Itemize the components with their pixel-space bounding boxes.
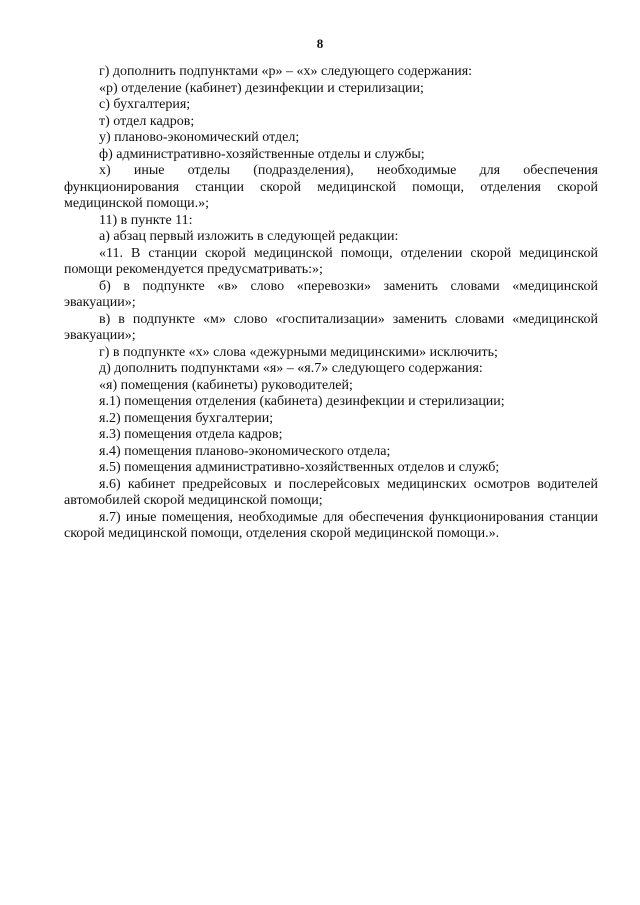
paragraph: «11. В станции скорой медицинской помощи, отделении скорой медицинской помощи рекомендуется предусматривать:»; <box>64 245 598 277</box>
paragraph: у) планово-экономический отдел; <box>99 130 300 145</box>
paragraph: я.2) помещения бухгалтерии; <box>99 410 274 426</box>
paragraph: г) дополнить подпунктами «р» – «х» следующего содержания: <box>99 64 473 79</box>
paragraph: в) в подпункте «м» слово «госпитализации» заменить словами «медицинской эвакуации»; <box>64 311 598 343</box>
paragraph: я.5) помещения административно-хозяйственных отделов и служб; <box>99 460 500 475</box>
paragraph: я.4) помещения планово-экономического отдела; <box>99 443 391 459</box>
paragraph: я.7) иные помещения, необходимые для обеспечения функционирования станции скорой медицинской помощи, отделения скорой медицинской помощи.». <box>64 509 598 541</box>
page-number: 8 <box>316 36 324 51</box>
paragraph: 11) в пункте 11: <box>99 212 193 228</box>
paragraph: ф) административно-хозяйственные отделы и службы; <box>99 146 425 162</box>
document-body <box>64 64 598 543</box>
paragraph: «я) помещения (кабинеты) руководителей; <box>99 377 353 393</box>
paragraph: т) отдел кадров; <box>99 113 195 129</box>
paragraph: д) дополнить подпунктами «я» – «я.7» следующего содержания: <box>99 361 483 376</box>
paragraph: «р) отделение (кабинет) дезинфекции и стерилизации; <box>99 80 424 96</box>
paragraph: б) в подпункте «в» слово «перевозки» заменить словами «медицинской эвакуации»; <box>64 278 598 310</box>
paragraph: я.6) кабинет предрейсовых и послерейсовых медицинских осмотров водителей автомобилей скорой медицинской помощи; <box>64 476 598 508</box>
paragraph: х) иные отделы (подразделения), необходимые для обеспечения функционирования станции скорой медицинской помощи, отделения скорой медицинской помощи.»; <box>64 163 598 211</box>
paragraph: г) в подпункте «х» слова «дежурными медицинскими» исключить; <box>99 344 498 360</box>
paragraph: а) абзац первый изложить в следующей редакции: <box>99 229 399 244</box>
paragraph: я.3) помещения отдела кадров; <box>99 427 283 442</box>
paragraph: я.1) помещения отделения (кабинета) дезинфекции и стерилизации; <box>99 394 505 409</box>
paragraph: с) бухгалтерия; <box>99 97 191 112</box>
